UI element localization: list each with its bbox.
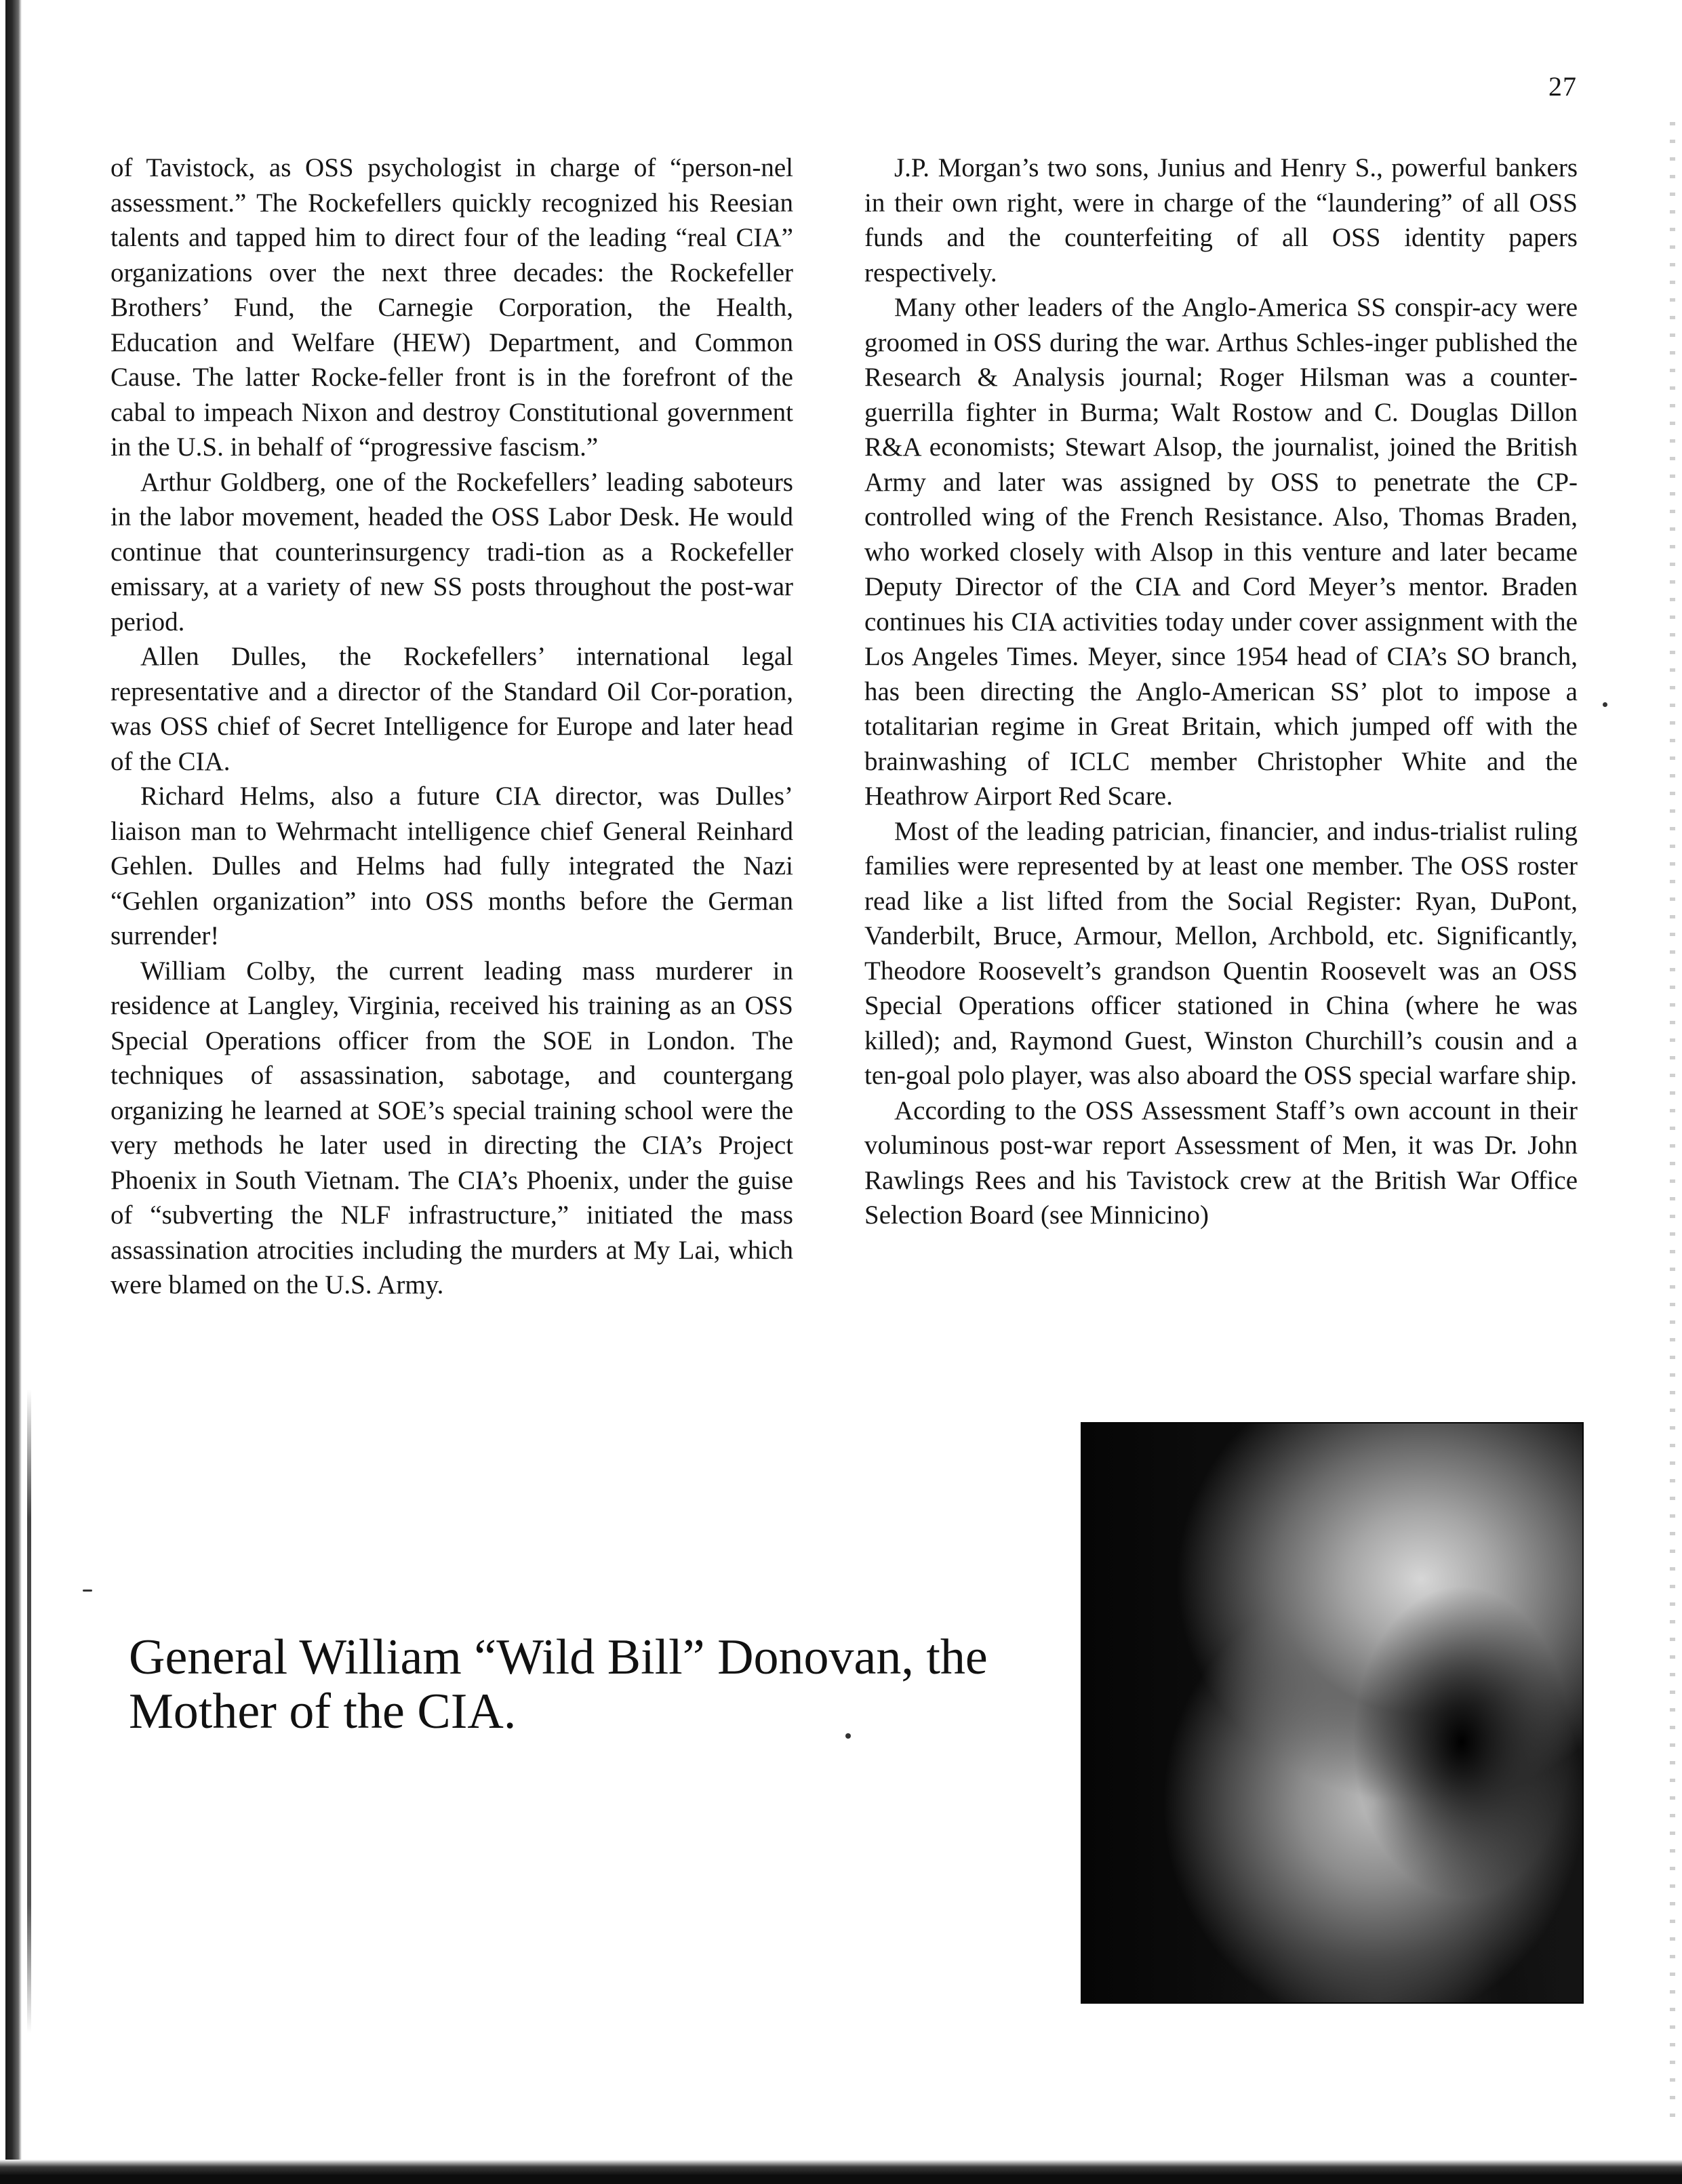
paragraph: Allen Dulles, the Rockefellers’ international legal representative and a director of the Standard Oil Cor-poration, was OSS chief of Secret Intelligence for Europe and later head of the CIA.	[111, 642, 793, 776]
page-number: 27	[1548, 71, 1577, 102]
paragraph: of Tavistock, as OSS psychologist in charge of “person-nel assessment.” The Rockefellers quickly recognized his Reesian talents and tapped him to direct four of the leading “real CIA” organizations over the next three decades: the Rockefeller Brothers’ Fund, the Carnegie Corporation, the Health, Education and Welfare (HEW) Department, and Common Cause. The latter Rocke-feller front is in the forefront of the cabal to impeach Nixon and destroy Constitutional government in the U.S. in behalf of “progressive fascism.”	[111, 153, 793, 462]
paragraph: According to the OSS Assessment Staff’s own account in their voluminous post-war report Assessment of Men, it was Dr. John Rawlings Rees and his Tavistock crew at the British War Office Selection Board (see Minnicino)	[864, 1095, 1578, 1230]
scan-speck	[845, 1733, 851, 1739]
right-page-edge	[1670, 122, 1675, 2122]
scan-speck	[1603, 702, 1607, 707]
paragraph: Most of the leading patrician, financier, and indus-trialist ruling families were represented by at least one member. The OSS roster read like a list lifted from the Social Register: Ryan, DuPont, Vanderbilt, Bruce, Armour, Mellon, Archbold, etc. Significantly, Theodore Roosevelt’s grandson Quentin Roosevelt was an OSS Special Operations officer stationed in China (where he was killed); and, Raymond Guest, Winston Churchill’s cousin and a ten-goal polo player, was also aboard the OSS special warfare ship.	[864, 816, 1578, 1090]
portrait-photo	[1081, 1422, 1584, 2004]
left-binding-edge	[5, 0, 22, 2184]
scan-speck	[83, 1590, 92, 1592]
paragraph: Richard Helms, also a future CIA director, was Dulles’ liaison man to Wehrmacht intelligence chief General Reinhard Gehlen. Dulles and Helms had fully integrated the Nazi “Gehlen organization” into OSS months before the German surrender!	[111, 782, 793, 950]
photo-caption: General William “Wild Bill” Donovan, the Mother of the CIA.	[129, 1630, 988, 1739]
paragraph: J.P. Morgan’s two sons, Junius and Henry S., powerful bankers in their own right, were in charge of the “laundering” of all OSS funds and the counterfeiting of all OSS identity papers respectively.	[864, 153, 1578, 287]
paragraph: Many other leaders of the Anglo-America SS conspir-acy were groomed in OSS during the war. Arthus Schles-inger published the Research & Analysis journal; Roger Hilsman was a counter-guerrilla fighter in Burma; Walt Rostow and C. Douglas Dillon R&A economists; Stewart Alsop, the journalist, joined the British Army and later was assigned by OSS to penetrate the CP-controlled wing of the French Resistance. Also, Thomas Braden, who worked closely with Alsop in this venture and later became Deputy Director of the CIA and Cord Meyer’s mentor. Braden continues his CIA activities today under cover assignment with the Los Angeles Times. Meyer, since 1954 head of CIA’s SO branch, has been directing the Anglo-American SS’ plot to impose a totalitarian regime in Great Britain, which jumped off with the brainwashing of ICLC member Christopher White and the Heathrow Airport Red Scare.	[864, 293, 1578, 811]
paragraph: Arthur Goldberg, one of the Rockefellers’ leading saboteurs in the labor movement, headed the OSS Labor Desk. He would continue that counterinsurgency tradi-tion as a Rockefeller emissary, at a variety of new SS posts throughout the post-war period.	[111, 467, 793, 636]
bottom-binding-edge	[0, 2160, 1682, 2184]
left-column	[111, 150, 793, 1303]
right-column	[864, 150, 1578, 1233]
left-margin-scan-mark	[27, 1390, 31, 2034]
paragraph: William Colby, the current leading mass murderer in residence at Langley, Virginia, received his training as an OSS Special Operations officer from the SOE in London. The techniques of assassination, sabotage, and countergang organizing he learned at SOE’s special training school were the very methods he later used in directing the CIA’s Project Phoenix in South Vietnam. The CIA’s Phoenix, under the guise of “subverting the NLF infrastructure,” initiated the mass assassination atrocities including the murders at My Lai, which were blamed on the U.S. Army.	[111, 956, 793, 1299]
